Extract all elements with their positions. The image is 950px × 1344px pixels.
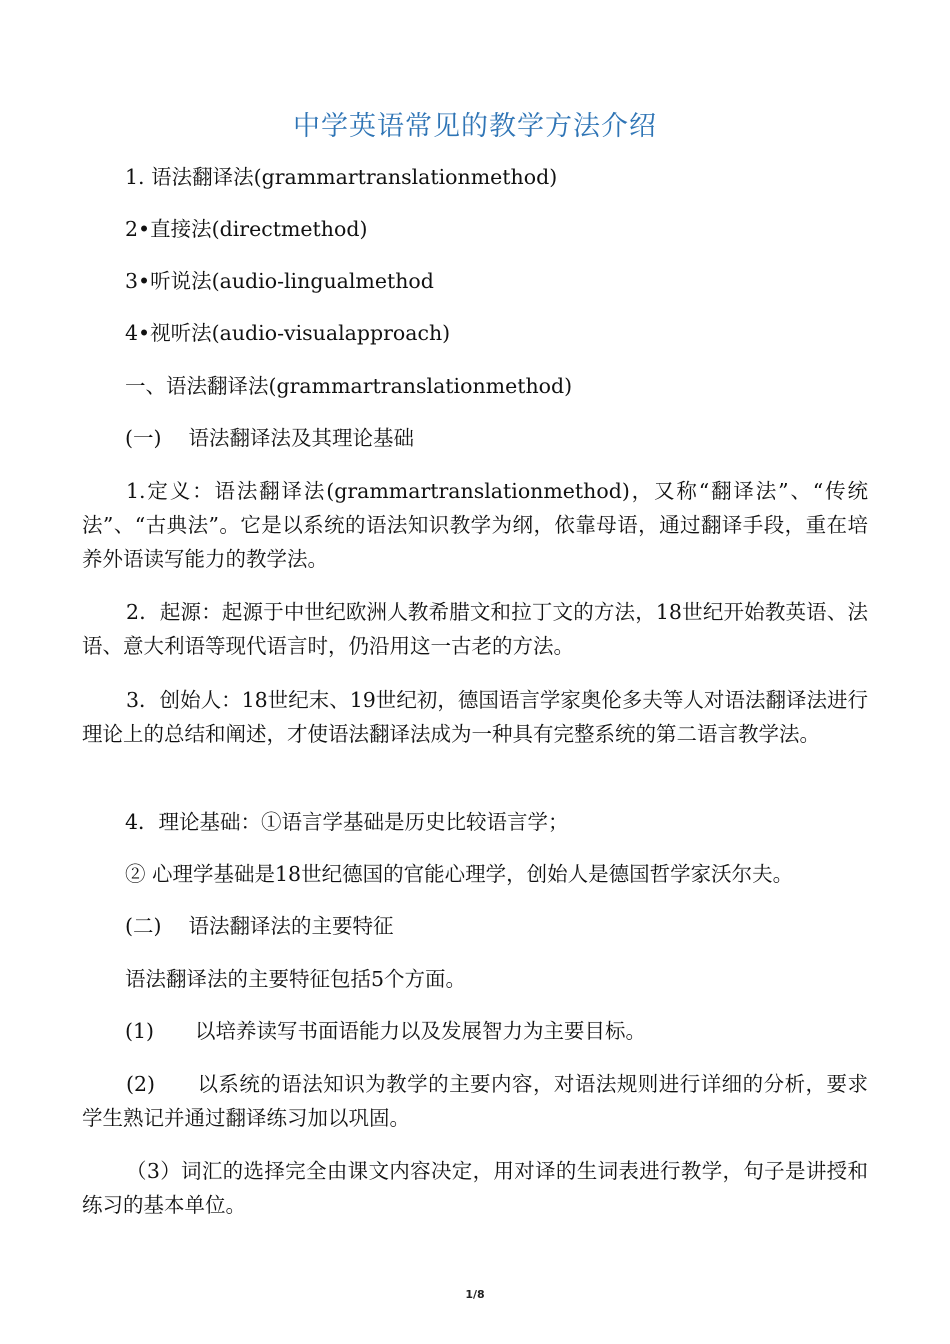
toc-item: 2•直接法(directmethod)	[125, 217, 368, 241]
psychology-paragraph: ② 心理学基础是18世纪德国的官能心理学，创始人是德国哲学家沃尔夫。	[125, 862, 794, 886]
section-heading: 一、语法翻译法(grammartranslationmethod)	[125, 374, 573, 398]
definition-paragraph: 1.定义：语法翻译法(grammartranslationmethod)，又称“翻译法”、“传统法”、“古典法”。它是以系统的语法知识教学为纲，依靠母语，通过翻译手段，重在培养外语读写能力的教学法。	[82, 479, 868, 571]
toc-item: 3•听说法(audio-lingualmethod	[125, 269, 434, 293]
toc-item: 1. 语法翻译法(grammartranslationmethod)	[125, 165, 558, 189]
page-title: 中学英语常见的教学方法介绍	[293, 111, 657, 142]
feature-item: （3）词汇的选择完全由课文内容决定，用对译的生词表进行教学，句子是讲授和练习的基本单位。	[82, 1159, 868, 1217]
subsection-heading: (二) 语法翻译法的主要特征	[125, 914, 394, 938]
feature-item: (2) 以系统的语法知识为教学的主要内容，对语法规则进行详细的分析，要求学生熟记并通过翻译练习加以巩固。	[82, 1072, 868, 1130]
theory-paragraph: 4．理论基础：①语言学基础是历史比较语言学；	[125, 810, 569, 834]
features-intro: 语法翻译法的主要特征包括5个方面。	[125, 967, 467, 991]
feature-item: (1) 以培养读写书面语能力以及发展智力为主要目标。	[125, 1019, 647, 1043]
origin-paragraph: 2．起源：起源于中世纪欧洲人教希腊文和拉丁文的方法，18世纪开始教英语、法语、意大利语等现代语言时，仍沿用这一古老的方法。	[82, 600, 868, 658]
toc-item: 4•视听法(audio-visualapproach)	[125, 321, 451, 345]
founder-paragraph: 3．创始人：18世纪末、19世纪初，德国语言学家奥伦多夫等人对语法翻译法进行理论上的总结和阐述，才使语法翻译法成为一种具有完整系统的第二语言教学法。	[82, 688, 868, 746]
page-number: 1/8	[465, 1288, 485, 1301]
subsection-heading: (一) 语法翻译法及其理论基础	[125, 426, 415, 450]
